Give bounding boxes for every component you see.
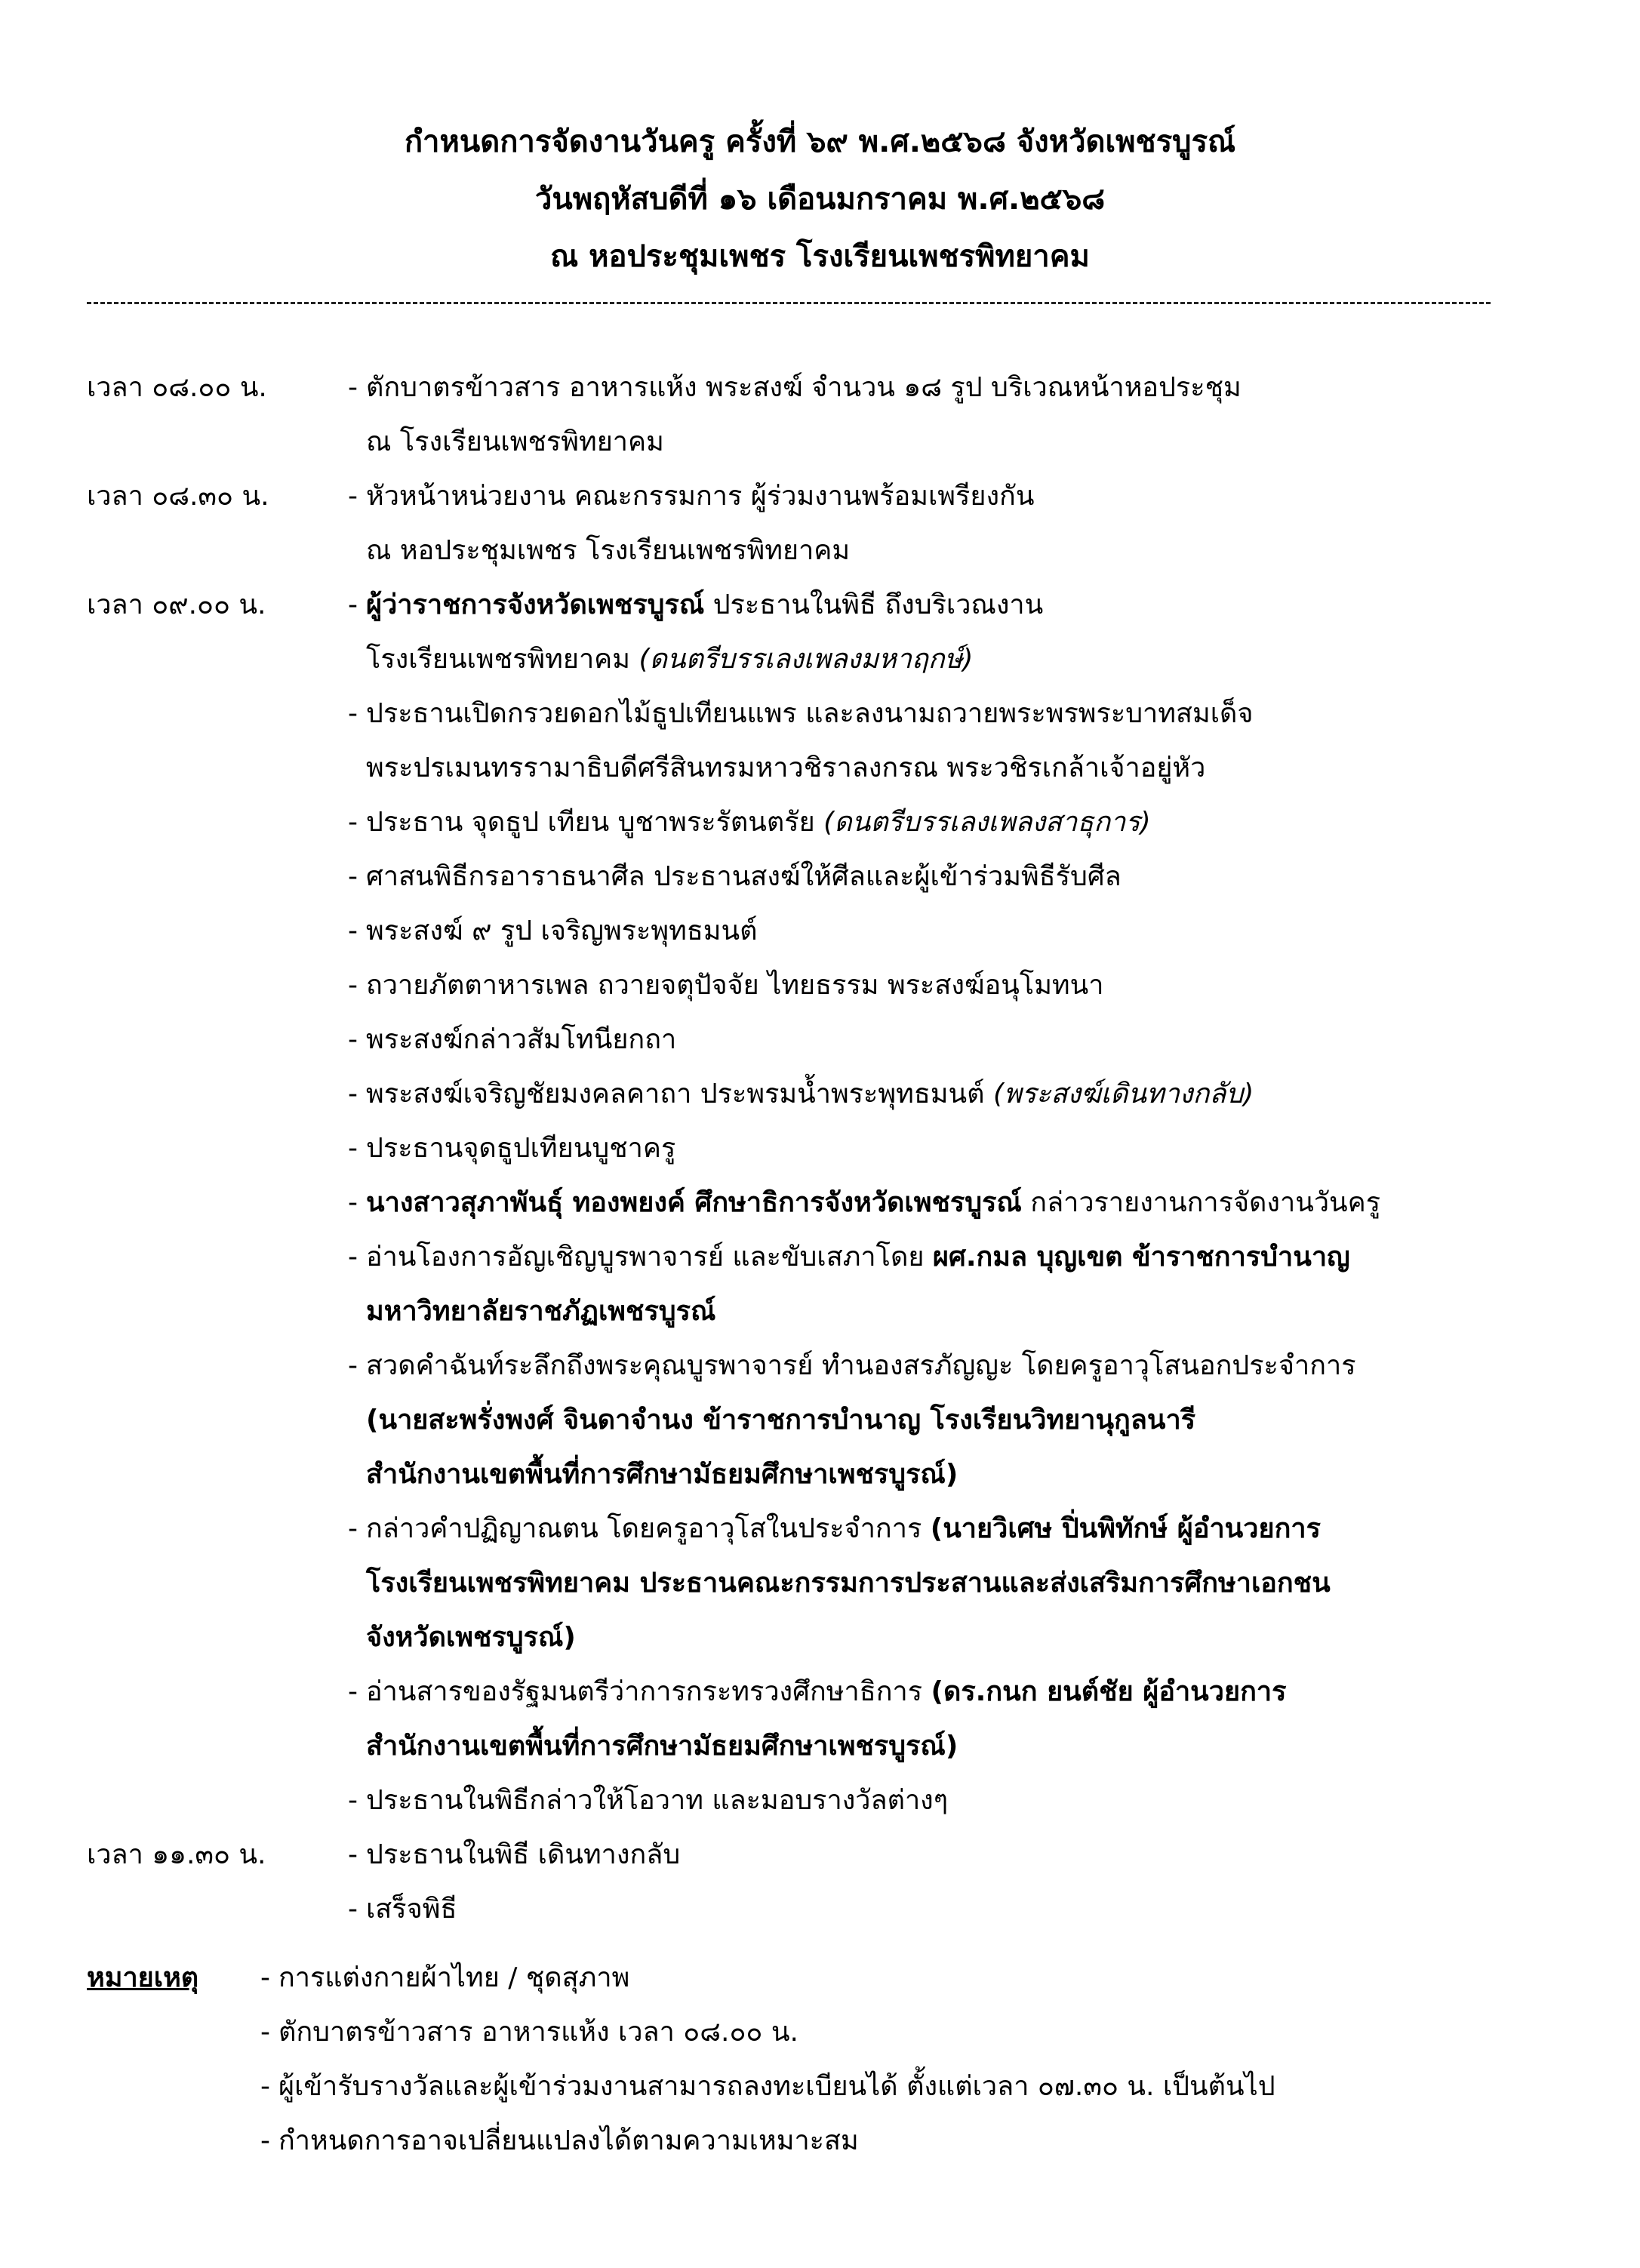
bullet-dash: - [260,2071,270,2102]
schedule-item [348,795,1521,850]
bullet-dash: - [348,589,358,620]
schedule-item [348,850,1521,904]
item-text-cont-bold: สำนักงานเขตพื้นที่การศึกษามัธยมศึกษาเพชรบูรณ์) [366,1731,958,1762]
document-header [0,113,1640,285]
item-text: อ่านสารของรัฐมนตรีว่าการกระทรวงศึกษาธิการ [366,1676,931,1707]
notes-label: หมายเหตุ [87,1962,199,1993]
item-text-italic: (พระสงฆ์เดินทางกลับ) [992,1079,1254,1109]
schedule-item [348,959,1521,1013]
note-item [260,1951,1521,2005]
bullet-dash: - [348,861,358,892]
item-text-cont [348,632,1521,687]
item-text: ประธานจุดธูปเทียนบูชาครู [366,1133,676,1164]
bullet-dash: - [348,970,358,1001]
bullet-dash: - [348,1133,358,1164]
item-text: กล่าวรายงานการจัดงานวันครู [1021,1187,1381,1218]
item-text: สวดคำฉันท์ระลึกถึงพระคุณบูรพาจารย์ ทำนองสรภัญญะ โดยครูอาวุโสนอกประจำการ [366,1350,1356,1381]
item-text: พระสงฆ์เจริญชัยมงคลคาถา ประพรมน้ำพระพุทธมนต์ [366,1079,993,1109]
item-text-cont: ณ โรงเรียนเพชรพิทยาคม [366,426,664,457]
bullet-dash: - [260,1962,270,1993]
schedule-item [348,1828,1521,1882]
item-text: ประธาน จุดธูป เทียน บูชาพระรัตนตรัย [366,807,824,838]
schedule-item [348,1122,1521,1176]
note-item [260,2060,1521,2114]
item-text-bold: นางสาวสุภาพันธุ์ ทองพยงค์ ศึกษาธิการจังหวัดเพชรบูรณ์ [366,1187,1022,1218]
item-text-cont: ณ หอประชุมเพชร โรงเรียนเพชรพิทยาคม [366,535,851,566]
item-text: ตักบาตรข้าวสาร อาหารแห้ง พระสงฆ์ จำนวน ๑๘ รูป บริเวณหน้าหอประชุม [366,372,1242,403]
note-text: การแต่งกายผ้าไทย / ชุดสุภาพ [278,1962,630,1993]
item-text: พระสงฆ์ ๙ รูป เจริญพระพุทธมนต์ [366,916,758,946]
item-text: อ่านโองการอัญเชิญบูรพาจารย์ และขับเสภาโดย [366,1242,933,1272]
bullet-dash: - [348,807,358,838]
schedule-item [348,1013,1521,1067]
bullet-dash: - [348,1894,358,1925]
item-text-cont-bold: (นายสะพรั่งพงศ์ จินดาจำนง ข้าราชการบำนาญ โรงเรียนวิทยานุกูลนารี [366,1405,1196,1436]
bullet-dash: - [348,1024,358,1055]
item-text-italic: (ดนตรีบรรเลงเพลงสาธุการ) [823,807,1151,838]
schedule-slot-0800 [87,361,1521,469]
item-text: ถวายภัตตาหารเพล ถวายจตุปัจจัย ไทยธรรม พระสงฆ์อนุโมทนา [366,970,1104,1001]
header-date: วันพฤหัสบดีที่ ๑๖ เดือนมกราคม พ.ศ.๒๕๖๘ [534,182,1106,217]
item-text: ประธานเปิดกรวยดอกไม้ธูปเทียนแพร และลงนามถวายพระพรพระบาทสมเด็จ [366,698,1254,729]
bullet-dash: - [348,1839,358,1870]
item-text-bold: ผู้ว่าราชการจังหวัดเพชรบูรณ์ [366,589,705,620]
schedule-item [348,578,1521,687]
schedule-item [348,1176,1521,1230]
note-text: ผู้เข้ารับรางวัลและผู้เข้าร่วมงานสามารถลงทะเบียนได้ ตั้งแต่เวลา ๐๗.๓๐ น. เป็นต้นไป [278,2071,1275,2102]
item-text: หัวหน้าหน่วยงาน คณะกรรมการ ผู้ร่วมงานพร้อมเพรียงกัน [366,481,1035,512]
header-venue: ณ หอประชุมเพชร โรงเรียนเพชรพิทยาคม [550,239,1090,274]
slot-time: เวลา ๐๙.๐๐ น. [87,589,266,620]
schedule-item [348,1067,1521,1122]
item-text: โรงเรียนเพชรพิทยาคม [366,644,639,675]
bullet-dash: - [348,698,358,729]
schedule-item [348,687,1521,795]
notes-section [87,1951,1521,2168]
item-text-cont-bold: จังหวัดเพชรบูรณ์) [366,1622,576,1653]
item-text-cont-bold: มหาวิทยาลัยราชภัฏเพชรบูรณ์ [366,1296,716,1327]
bullet-dash: - [348,1785,358,1816]
schedule-item [348,1665,1521,1774]
schedule [87,361,1521,1937]
bullet-dash: - [348,372,358,403]
item-text: พระสงฆ์กล่าวสัมโทนียกถา [366,1024,677,1055]
item-text-bold: (ดร.กนก ยนต์ชัย ผู้อำนวยการ [931,1676,1287,1707]
bullet-dash: - [348,1676,358,1707]
schedule-item [348,1230,1521,1339]
schedule-item [348,904,1521,959]
slot-time: เวลา ๐๘.๐๐ น. [87,372,267,403]
bullet-dash: - [348,1242,358,1272]
slot-time: เวลา ๐๘.๓๐ น. [87,481,269,512]
item-text: เสร็จพิธี [366,1894,457,1925]
item-text-cont-bold: สำนักงานเขตพื้นที่การศึกษามัธยมศึกษาเพชรบูรณ์) [366,1459,958,1490]
item-text-italic: (ดนตรีบรรเลงเพลงมหาฤกษ์) [638,644,974,675]
note-text: ตักบาตรข้าวสาร อาหารแห้ง เวลา ๐๘.๐๐ น. [278,2017,798,2048]
schedule-item [348,469,1521,578]
item-text: ประธานในพิธีกล่าวให้โอวาท และมอบรางวัลต่างๆ [366,1785,949,1816]
bullet-dash: - [348,1350,358,1381]
bullet-dash: - [260,2125,270,2156]
note-text: กำหนดการอาจเปลี่ยนแปลงได้ตามความเหมาะสม [278,2125,859,2156]
slot-time: เวลา ๑๑.๓๐ น. [87,1839,266,1870]
bullet-dash: - [348,1187,358,1218]
item-text-bold: ผศ.กมล บุญเขต ข้าราชการบำนาญ [932,1242,1350,1272]
item-text: ประธานในพิธี เดินทางกลับ [366,1839,681,1870]
note-item [260,2114,1521,2168]
item-text: ศาสนพิธีกรอาราธนาศีล ประธานสงฆ์ให้ศีลและผู้เข้าร่วมพิธีรับศีล [366,861,1122,892]
dashed-divider [87,302,1491,304]
item-text-cont: พระปรเมนทรรามาธิบดีศรีสินทรมหาวชิราลงกรณ พระวชิรเกล้าเจ้าอยู่หัว [366,752,1206,783]
bullet-dash: - [348,1513,358,1544]
item-text-bold: (นายวิเศษ ปิ่นพิทักษ์ ผู้อำนวยการ [930,1513,1321,1544]
item-text-cont-bold: โรงเรียนเพชรพิทยาคม ประธานคณะกรรมการประสานและส่งเสริมการศึกษาเอกชน [366,1568,1331,1599]
bullet-dash: - [260,2017,270,2048]
schedule-item [348,361,1521,469]
note-item [260,2005,1521,2060]
bullet-dash: - [348,916,358,946]
bullet-dash: - [348,481,358,512]
schedule-item [348,1774,1521,1828]
schedule-slot-0830 [87,469,1521,578]
schedule-item [348,1502,1521,1665]
item-text: กล่าวคำปฏิญาณตน โดยครูอาวุโสในประจำการ [366,1513,931,1544]
bullet-dash: - [348,1079,358,1109]
schedule-item [348,1339,1521,1502]
header-title: กำหนดการจัดงานวันครู ครั้งที่ ๖๙ พ.ศ.๒๕๖๘ จังหวัดเพชรบูรณ์ [404,125,1236,159]
item-text: ประธานในพิธี ถึงบริเวณงาน [704,589,1044,620]
schedule-slot-0900 [87,578,1521,1828]
schedule-slot-1130 [87,1828,1521,1937]
schedule-item [348,1882,1521,1937]
